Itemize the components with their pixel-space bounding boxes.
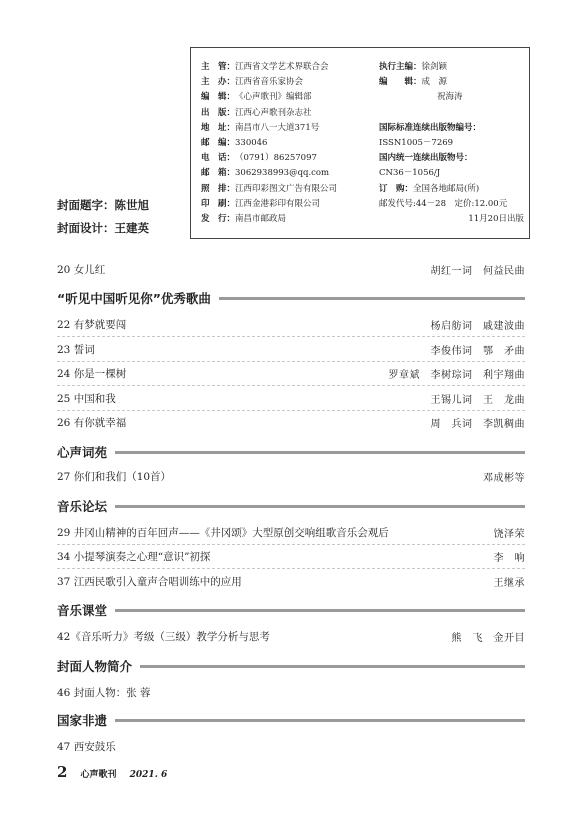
masthead-order: 订 购：全国各地邮局(所): [379, 183, 480, 194]
toc-author: 邓成彬等: [483, 473, 525, 484]
masthead-postcode-price: 邮发代号:44－28 定价:12.00元: [379, 198, 508, 209]
toc-entry-46[interactable]: [57, 685, 525, 701]
section-divider: [219, 297, 525, 300]
masthead-issn-label: 国际标准连续出版物编号：: [379, 122, 482, 133]
row-divider: [57, 544, 525, 545]
section-title: 音乐课堂: [57, 603, 108, 618]
row-divider: [57, 568, 525, 569]
section-divider: [140, 665, 525, 668]
masthead-email: 邮 箱：3062938993@qq.com: [201, 168, 330, 179]
masthead-issn: ISSN1005－7269: [379, 137, 454, 148]
masthead-sponsor: 主 办：江西省音乐家协会: [201, 77, 304, 88]
row-divider: [57, 336, 525, 337]
toc-author: 李俊伟词 鄂 矛曲: [430, 346, 525, 357]
toc-title: 26 有你就幸福: [57, 417, 127, 429]
cover-design-credit: 封面设计：王建英: [57, 221, 149, 235]
toc-title: 20 女儿红: [57, 264, 106, 276]
toc-entry-47[interactable]: [57, 739, 525, 755]
toc-title: 27 你们和我们（10首）: [57, 471, 172, 483]
section-divider: [115, 505, 525, 508]
section-title: 国家非遗: [57, 713, 108, 728]
page-number: 2: [57, 763, 68, 781]
toc-author: 饶泽荣: [493, 529, 525, 540]
section-heading-cover-person: [57, 657, 525, 675]
toc-entry-24[interactable]: [57, 366, 525, 382]
masthead-cn-label: 国内统一连续出版物号：: [379, 153, 473, 164]
toc-author: 周 兵词 李凯稠曲: [430, 419, 525, 430]
toc-entry-27[interactable]: [57, 469, 525, 485]
masthead-left-column: [201, 60, 337, 227]
masthead-right-column: [379, 60, 524, 227]
toc-title: 37 江西民歌引入童声合唱训练中的应用: [57, 576, 242, 588]
toc-author: 王锡儿词 王 龙曲: [430, 395, 525, 406]
toc-title: 34 小提琴演奏之心理“意识”初探: [57, 551, 211, 563]
toc-author: 杨启舫词 戚建波曲: [430, 321, 525, 332]
toc-title: 23 誓词: [57, 344, 95, 356]
issue-number: 2021. 6: [129, 770, 168, 780]
masthead-editors: 编 辑：成 源: [379, 77, 448, 88]
toc-entry-26[interactable]: [57, 415, 525, 431]
section-heading-intangible-heritage: [57, 711, 525, 729]
section-heading-lyrics: [57, 443, 525, 461]
toc-title: 42《音乐听力》考级（三级）教学分析与思考: [57, 631, 270, 643]
toc-entry-29[interactable]: [57, 525, 525, 541]
toc-title: 22 有梦就要闯: [57, 319, 127, 331]
toc-title: 24 你是一棵树: [57, 368, 127, 380]
row-divider: [57, 361, 525, 362]
masthead-distribution: 发 行：南昌市邮政局: [201, 213, 287, 224]
section-heading-music-forum: [57, 497, 525, 515]
masthead-cn: CN36－1056/J: [379, 168, 441, 179]
toc-entry-42[interactable]: [57, 629, 525, 645]
cover-title-credit: 封面题字：陈世旭: [57, 198, 149, 212]
masthead-printing: 印 刷：江西金港彩印有限公司: [201, 198, 321, 209]
toc-entry-20[interactable]: [57, 262, 525, 278]
row-divider: [57, 410, 525, 411]
masthead-supervisor: 主 管：江西省文学艺术界联合会: [201, 62, 329, 72]
toc-entry-37[interactable]: [57, 574, 525, 590]
toc-title: 47 西安鼓乐: [57, 741, 116, 753]
masthead-pubdate: 11月20日出版: [468, 213, 524, 224]
section-heading-excellent-songs: [57, 289, 525, 307]
toc-author: 王继承: [493, 578, 525, 589]
masthead-executive-editor: 执行主编：徐剑颖: [379, 62, 448, 72]
toc-entry-22[interactable]: [57, 317, 525, 333]
row-divider: [57, 385, 525, 386]
section-divider: [115, 609, 525, 612]
section-title: 心声词苑: [57, 445, 108, 460]
section-title: 封面人物简介: [57, 659, 133, 674]
masthead-editor-office: 编 辑：《心声歌刊》编辑部: [201, 92, 312, 103]
section-heading-music-class: [57, 601, 525, 619]
masthead-phone: 电 话：（0791）86257097: [201, 153, 317, 164]
section-title: 音乐论坛: [57, 499, 108, 514]
section-title: “听见中国听见你”优秀歌曲: [57, 291, 211, 306]
page-footer: [57, 762, 167, 781]
toc-title: 46 封面人物：张 蓉: [57, 687, 151, 699]
toc-entry-23[interactable]: [57, 342, 525, 358]
toc-author: 熊 飞 金开目: [451, 633, 525, 644]
magazine-name: 心声歌刊: [80, 770, 117, 780]
masthead-postcode: 邮 编：330046: [201, 137, 268, 148]
section-divider: [115, 451, 525, 454]
toc-entry-34[interactable]: [57, 549, 525, 565]
masthead-spacer: [379, 106, 524, 121]
toc-author: 胡红一词 何益民曲: [430, 266, 525, 277]
section-divider: [115, 719, 525, 722]
masthead-box: [190, 47, 530, 239]
masthead-publisher: 出 版：江西心声歌刊杂志社: [201, 107, 312, 118]
toc-entry-25[interactable]: [57, 391, 525, 407]
masthead-editor-second: 祝海涛: [437, 92, 463, 103]
toc-author: 罗章斌 李树琮词 利宇翔曲: [388, 370, 525, 381]
masthead-typesetting: 照 排：江西印彩图文广告有限公司: [201, 183, 338, 194]
masthead-address: 地 址：南昌市八一大道371号: [201, 122, 320, 133]
toc-title: 29 井冈山精神的百年回声——《井冈颂》大型原创交响组歌音乐会观后: [57, 527, 389, 539]
toc-author: 李 响: [493, 553, 525, 564]
toc-title: 25 中国和我: [57, 393, 116, 405]
